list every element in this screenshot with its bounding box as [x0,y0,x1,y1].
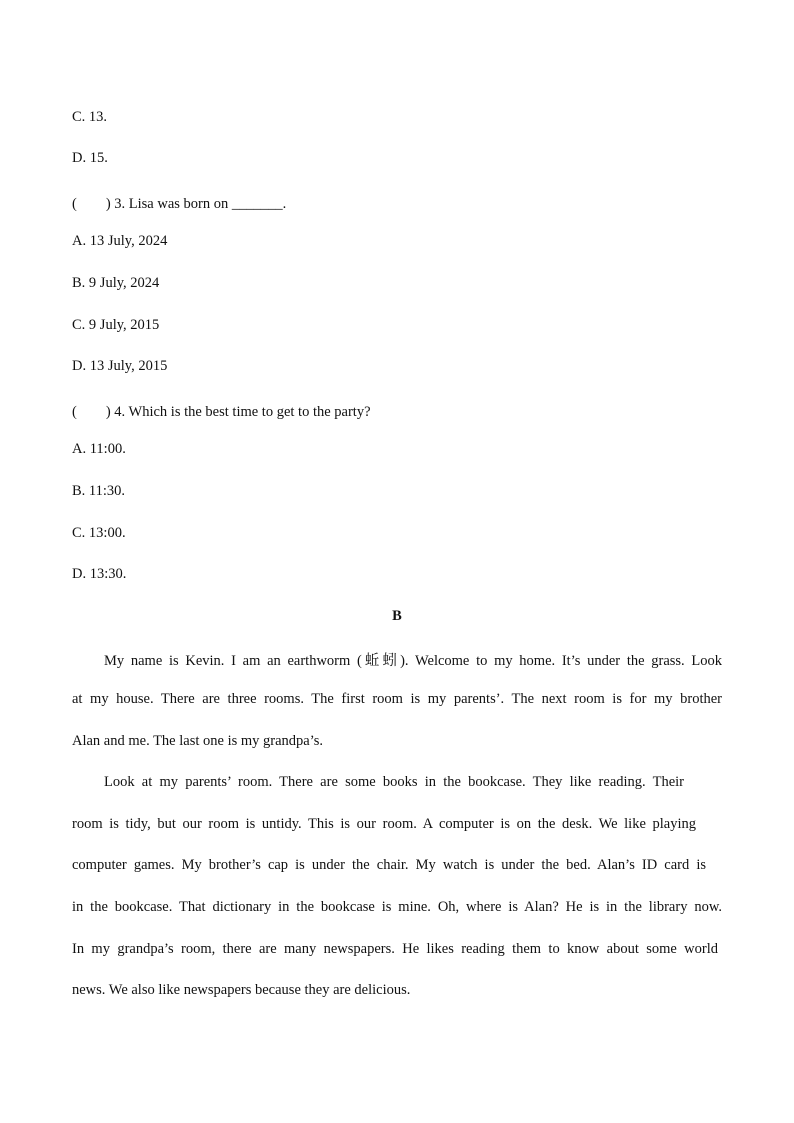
paragraph-line: Alan and me. The last one is my grandpa’s. [72,733,324,749]
q4-option-c: C. 13:00. [72,525,126,541]
q3-option-c: C. 9 July, 2015 [72,317,160,333]
q4-option-b: B. 11:30. [72,483,126,499]
q4-option-d: D. 13:30. [72,566,127,582]
q2-option-d: D. 15. [72,150,108,166]
paragraph-line: room is tidy, but our room is untidy. This is our room. A computer is on the desk. We like playing [72,816,696,832]
q3-option-b: B. 9 July, 2024 [72,275,160,291]
paragraph-line: My name is Kevin. I am an earthworm (蚯蚓). Welcome to my home. It’s under the grass. Look [104,653,722,669]
q4-option-a: A. 11:00. [72,441,126,457]
q4-stem: ( ) 4. Which is the best time to get to the party? [72,404,371,420]
paragraph-line: at my house. There are three rooms. The first room is my parents’. The next room is for my brother [72,691,722,707]
section-title: B [392,608,402,624]
q2-option-c: C. 13. [72,109,108,125]
paragraph-line: in the bookcase. That dictionary in the bookcase is mine. Oh, where is Alan? He is in the library now. [72,899,722,915]
q3-option-d: D. 13 July, 2015 [72,358,168,374]
q3-option-a: A. 13 July, 2024 [72,233,168,249]
paragraph-line: In my grandpa’s room, there are many newspapers. He likes reading them to know about some world [72,941,718,957]
paragraph-line: computer games. My brother’s cap is under the chair. My watch is under the bed. Alan’s ID card is [72,857,706,873]
q3-stem: ( ) 3. Lisa was born on _______. [72,196,287,212]
paragraph-line: news. We also like newspapers because they are delicious. [72,982,411,998]
paragraph-line: Look at my parents’ room. There are some books in the bookcase. They like reading. Their [104,774,684,790]
